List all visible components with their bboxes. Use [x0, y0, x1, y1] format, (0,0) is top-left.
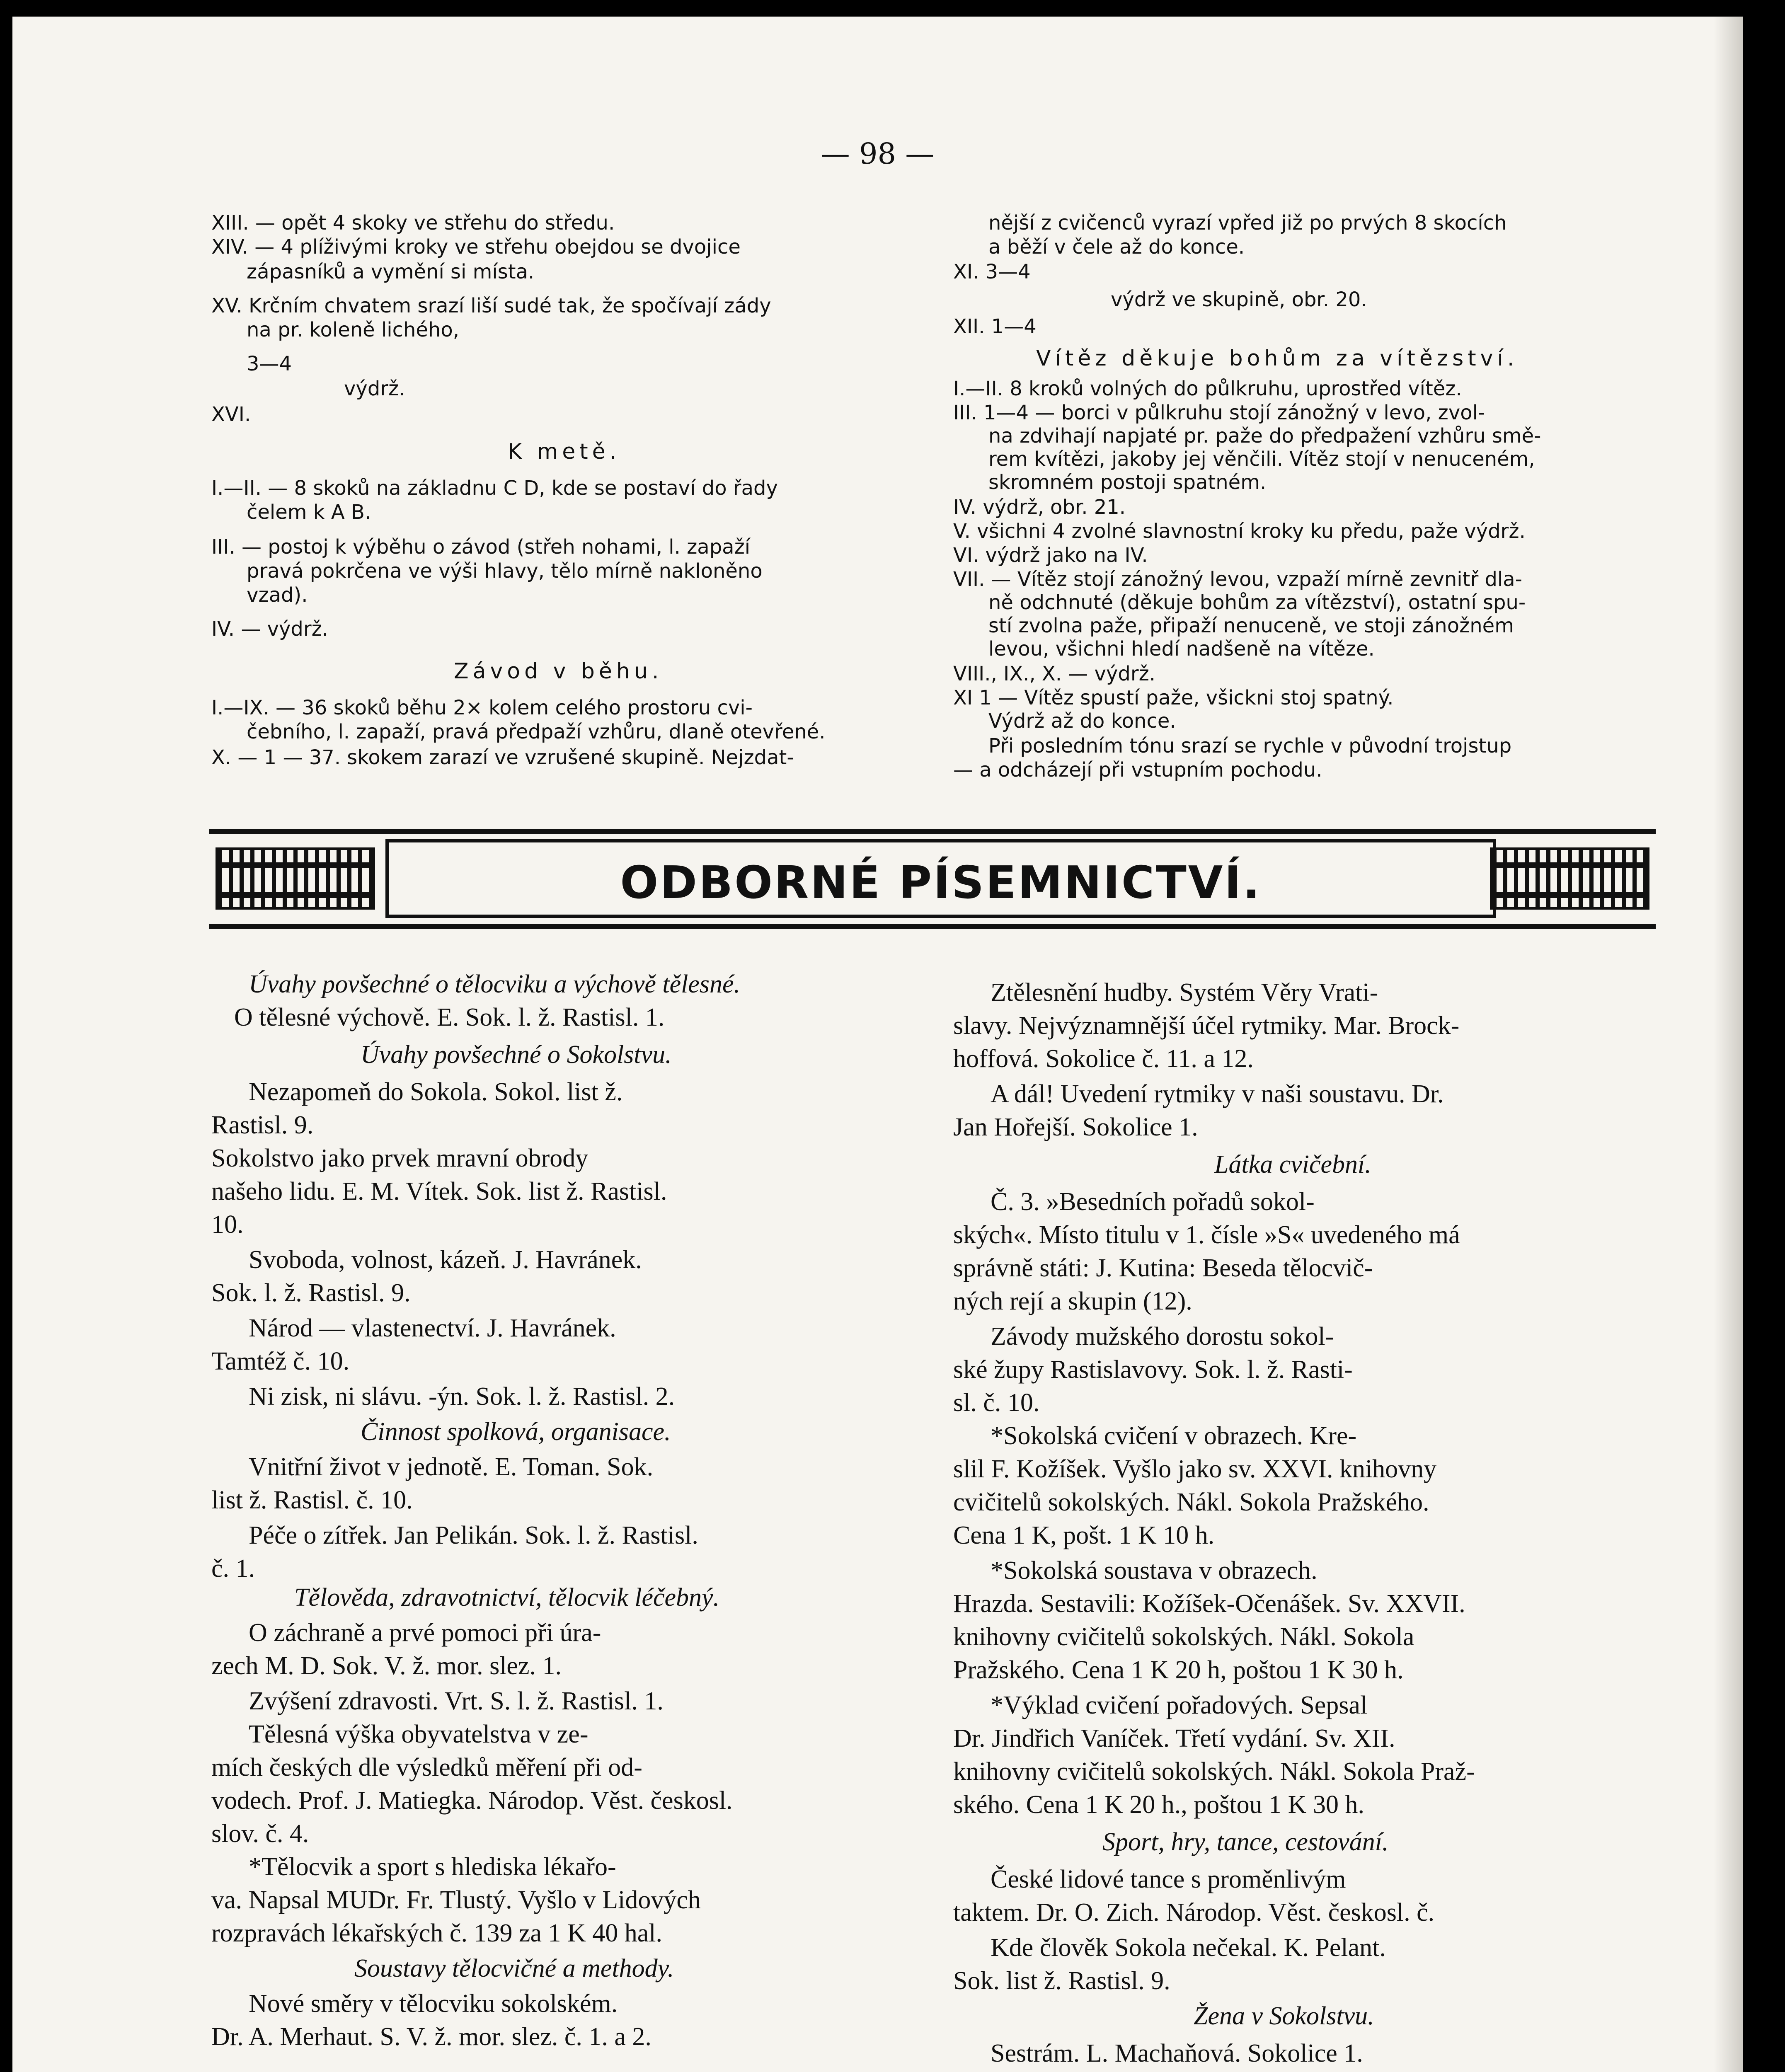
text-line: slov. č. 4.	[211, 1820, 309, 1848]
text-line: ských«. Místo titulu v 1. čísle »S« uvedeného má	[953, 1221, 1460, 1249]
text-line: Tělesná výška obyvatelstva v ze-	[249, 1720, 589, 1748]
text-line: č. 1.	[211, 1554, 255, 1583]
text-line: XI. 3—4	[953, 260, 1031, 283]
text-line: O záchraně a prvé pomoci při úra-	[249, 1619, 601, 1647]
category-heading: Úvahy povšechné o tělocviku a výchově tělesné.	[249, 970, 740, 998]
text-line: Závody mužského dorostu sokol-	[991, 1322, 1334, 1351]
upper-left-column	[211, 211, 924, 812]
text-line: I.—IX. — 36 skoků běhu 2× kolem celého prostoru cvi-	[211, 696, 753, 719]
category-heading: Činnost spolková, organisace.	[361, 1418, 671, 1446]
text-line: Dr. A. Merhaut. S. V. ž. mor. slez. č. 1. a 2.	[211, 2023, 652, 2051]
text-line: Kde člověk Sokola nečekal. K. Pelant.	[991, 1934, 1386, 1962]
text-line: čebního, l. zapaží, pravá předpaží vzhůru, dlaně otevřené.	[247, 720, 826, 743]
text-line: sl. č. 10.	[953, 1389, 1040, 1417]
text-line: vzad).	[247, 583, 308, 607]
text-line: našeho lidu. E. M. Vítek. Sok. list ž. Rastisl.	[211, 1177, 667, 1205]
text-line: — a odcházejí při vstupním pochodu.	[953, 758, 1322, 782]
text-line: *Tělocvik a sport s hlediska lékařo-	[249, 1853, 616, 1881]
text-line: Pražského. Cena 1 K 20 h, poštou 1 K 30 h.	[953, 1656, 1404, 1684]
text-line: V. všichni 4 zvolné slavnostní kroky ku předu, paže výdrž.	[953, 520, 1526, 543]
text-line: 3—4	[247, 352, 292, 375]
text-line: XV. Krčním chvatem srazí liší sudé tak, že spočívají zády	[211, 294, 771, 317]
text-line: rozpravách lékařských č. 139 za 1 K 40 hal.	[211, 1919, 662, 1947]
text-line: ského. Cena 1 K 20 h., poštou 1 K 30 h.	[953, 1791, 1364, 1819]
text-line: Ztělesnění hudby. Systém Věry Vrati-	[991, 978, 1378, 1007]
text-line: ně odchnuté (děkuje bohům za vítězství), ostatní spu-	[988, 591, 1526, 614]
text-line: zápasníků a vymění si místa.	[247, 260, 535, 283]
page-edge-shadow	[1714, 17, 1743, 2072]
text-line: knihovny cvičitelů sokolských. Nákl. Sokola Praž-	[953, 1757, 1475, 1786]
text-line: *Sokolská cvičení v obrazech. Kre-	[991, 1422, 1357, 1450]
text-line: Sok. l. ž. Rastisl. 9.	[211, 1279, 411, 1307]
text-line: ných rejí a skupin (12).	[953, 1287, 1192, 1315]
text-line: výdrž ve skupině, obr. 20.	[1111, 288, 1367, 311]
category-heading: Soustavy tělocvičné a methody.	[354, 1954, 674, 1982]
text-line: I.—II. 8 kroků volných do půlkruhu, uprostřed vítěz.	[953, 377, 1462, 400]
text-line: III. 1—4 — borci v půlkruhu stojí zánožný v levo, zvol-	[953, 401, 1485, 424]
banner-top-rule	[209, 829, 1656, 834]
text-line: levou, všichni hledí nadšeně na vítěze.	[988, 637, 1375, 661]
text-line: *Sokolská soustava v obrazech.	[991, 1556, 1318, 1585]
text-line: ské župy Rastislavovy. Sok. l. ž. Rasti-	[953, 1356, 1353, 1384]
text-line: a běží v čele až do konce.	[988, 235, 1245, 259]
text-line: Svoboda, volnost, kázeň. J. Havránek.	[249, 1246, 642, 1274]
text-line: IV. výdrž, obr. 21.	[953, 496, 1126, 519]
text-line: Č. 3. »Besedních pořadů sokol-	[991, 1188, 1315, 1216]
category-heading: Látka cvičební.	[1214, 1150, 1371, 1179]
banner-bottom-rule	[209, 924, 1656, 929]
text-line: nější z cvičenců vyrazí vpřed již po prvých 8 skocích	[988, 211, 1507, 235]
text-line: VIII., IX., X. — výdrž.	[953, 662, 1156, 685]
text-line: VI. výdrž jako na IV.	[953, 544, 1148, 567]
text-line: Vnitřní život v jednotě. E. Toman. Sok.	[249, 1453, 654, 1481]
text-line: Rastisl. 9.	[211, 1111, 314, 1139]
text-line: na zdvihají napjaté pr. paže do předpažení vzhůru smě-	[988, 424, 1541, 448]
category-heading: Žena v Sokolstvu.	[1194, 2002, 1374, 2030]
text-line: rem kvítězi, jakoby jej věnčili. Vítěz stojí v nenuceném,	[988, 448, 1535, 471]
text-line: cvičitelů sokolských. Nákl. Sokola Pražského.	[953, 1488, 1429, 1516]
text-line: správně státi: J. Kutina: Beseda tělocvič-	[953, 1254, 1373, 1282]
text-line: Výdrž až do konce.	[988, 709, 1176, 733]
text-line: XIII. — opět 4 skoky ve střehu do středu.	[211, 211, 615, 235]
text-line: Nové směry v tělocviku sokolském.	[249, 1990, 618, 2018]
text-line: O tělesné výchově. E. Sok. l. ž. Rastisl. 1.	[234, 1003, 665, 1031]
text-line: XI 1 — Vítěz spustí paže, všickni stoj spatný.	[953, 686, 1394, 709]
text-line: knihovny cvičitelů sokolských. Nákl. Sokola	[953, 1623, 1414, 1651]
text-line: stí zvolna paže, připaží nenuceně, ve stoji zánožném	[988, 614, 1514, 637]
text-line: Cena 1 K, pošt. 1 K 10 h.	[953, 1521, 1215, 1549]
text-line: Péče o zítřek. Jan Pelikán. Sok. l. ž. Rastisl.	[249, 1521, 698, 1549]
upper-right-column	[953, 211, 1666, 812]
text-line: České lidové tance s proměnlivým	[991, 1865, 1346, 1893]
text-line: Při posledním tónu srazí se rychle v původní trojstup	[988, 734, 1512, 758]
text-line: zech M. D. Sok. V. ž. mor. slez. 1.	[211, 1652, 562, 1680]
text-line: VII. — Vítěz stojí zánožný levou, vzpaží mírně zevnitř dla-	[953, 568, 1522, 591]
text-line: Národ — vlastenectví. J. Havránek.	[249, 1314, 616, 1342]
text-line: slavy. Nejvýznamnější účel rytmiky. Mar. Brock-	[953, 1012, 1460, 1040]
text-line: 10.	[211, 1210, 244, 1239]
text-line: list ž. Rastisl. č. 10.	[211, 1486, 413, 1514]
page	[12, 17, 1743, 2072]
banner-title: ODBORNÉ PÍSEMNICTVÍ.	[620, 857, 1262, 909]
railing-ornament-left	[216, 847, 375, 910]
text-line: taktem. Dr. O. Zich. Národop. Věst. českosl. č.	[953, 1898, 1435, 1927]
text-line: Sok. list ž. Rastisl. 9.	[953, 1967, 1170, 1995]
text-line: IV. — výdrž.	[211, 617, 329, 641]
text-line: Hrazda. Sestavili: Kožíšek-Očenášek. Sv. XXVII.	[953, 1590, 1465, 1618]
category-heading: Úvahy povšechné o Sokolstvu.	[361, 1041, 672, 1069]
category-heading: Tělověda, zdravotnictví, tělocvik léčebný.	[294, 1583, 720, 1612]
category-heading: Sport, hry, tance, cestování.	[1102, 1828, 1389, 1856]
railing-ornament-right	[1490, 847, 1649, 910]
text-line: pravá pokrčena ve výši hlavy, tělo mírně nakloněno	[247, 559, 763, 583]
text-line: Sokolstvo jako prvek mravní obrody	[211, 1144, 589, 1172]
section-heading: Závod v běhu.	[454, 659, 663, 684]
section-heading: K metě.	[508, 439, 621, 464]
text-line: výdrž.	[344, 377, 405, 400]
text-line: A dál! Uvedení rytmiky v naši soustavu. Dr.	[991, 1080, 1444, 1108]
text-line: X. — 1 — 37. skokem zarazí ve vzrušené skupině. Nejzdat-	[211, 746, 794, 769]
text-line: mích českých dle výsledků měření při od-	[211, 1753, 642, 1782]
lower-left-column	[211, 970, 924, 2072]
text-line: čelem k A B.	[247, 501, 371, 524]
text-line: XIV. — 4 plíživými kroky ve střehu obejdou se dvojice	[211, 235, 741, 259]
text-line: III. — postoj k výběhu o závod (střeh nohami, l. zapaží	[211, 535, 751, 559]
text-line: *Výklad cvičení pořadových. Sepsal	[991, 1691, 1368, 1719]
text-line: Dr. Jindřich Vaníček. Třetí vydání. Sv. XII.	[953, 1724, 1395, 1752]
text-line: na pr. koleně lichého,	[247, 318, 459, 341]
page-number: — 98 —	[821, 137, 935, 171]
text-line: Zvýšení zdravosti. Vrt. S. l. ž. Rastisl. 1.	[249, 1687, 664, 1715]
text-line: Tamtéž č. 10.	[211, 1347, 350, 1375]
text-line: Nezapomeň do Sokola. Sokol. list ž.	[249, 1078, 623, 1106]
text-line: Sestrám. L. Machaňová. Sokolice 1.	[991, 2039, 1363, 2067]
text-line: hoffová. Sokolice č. 11. a 12.	[953, 1045, 1254, 1073]
text-line: I.—II. — 8 skoků na základnu C D, kde se postaví do řady	[211, 477, 778, 500]
lower-right-column	[953, 970, 1666, 2072]
text-line: Jan Hořejší. Sokolice 1.	[953, 1113, 1198, 1141]
text-line: Ni zisk, ni slávu. -ýn. Sok. l. ž. Rastisl. 2.	[249, 1382, 675, 1411]
text-line: va. Napsal MUDr. Fr. Tlustý. Vyšlo v Lidových	[211, 1886, 701, 1914]
text-line: skromném postoji spatném.	[988, 471, 1267, 494]
text-line: XVI.	[211, 403, 251, 426]
text-line: vodech. Prof. J. Matiegka. Národop. Věst. českosl.	[211, 1786, 733, 1815]
section-heading: Vítěz děkuje bohům za vítězství.	[1036, 346, 1519, 371]
text-line: slil F. Kožíšek. Vyšlo jako sv. XXVI. knihovny	[953, 1455, 1437, 1483]
text-line: XII. 1—4	[953, 315, 1037, 338]
